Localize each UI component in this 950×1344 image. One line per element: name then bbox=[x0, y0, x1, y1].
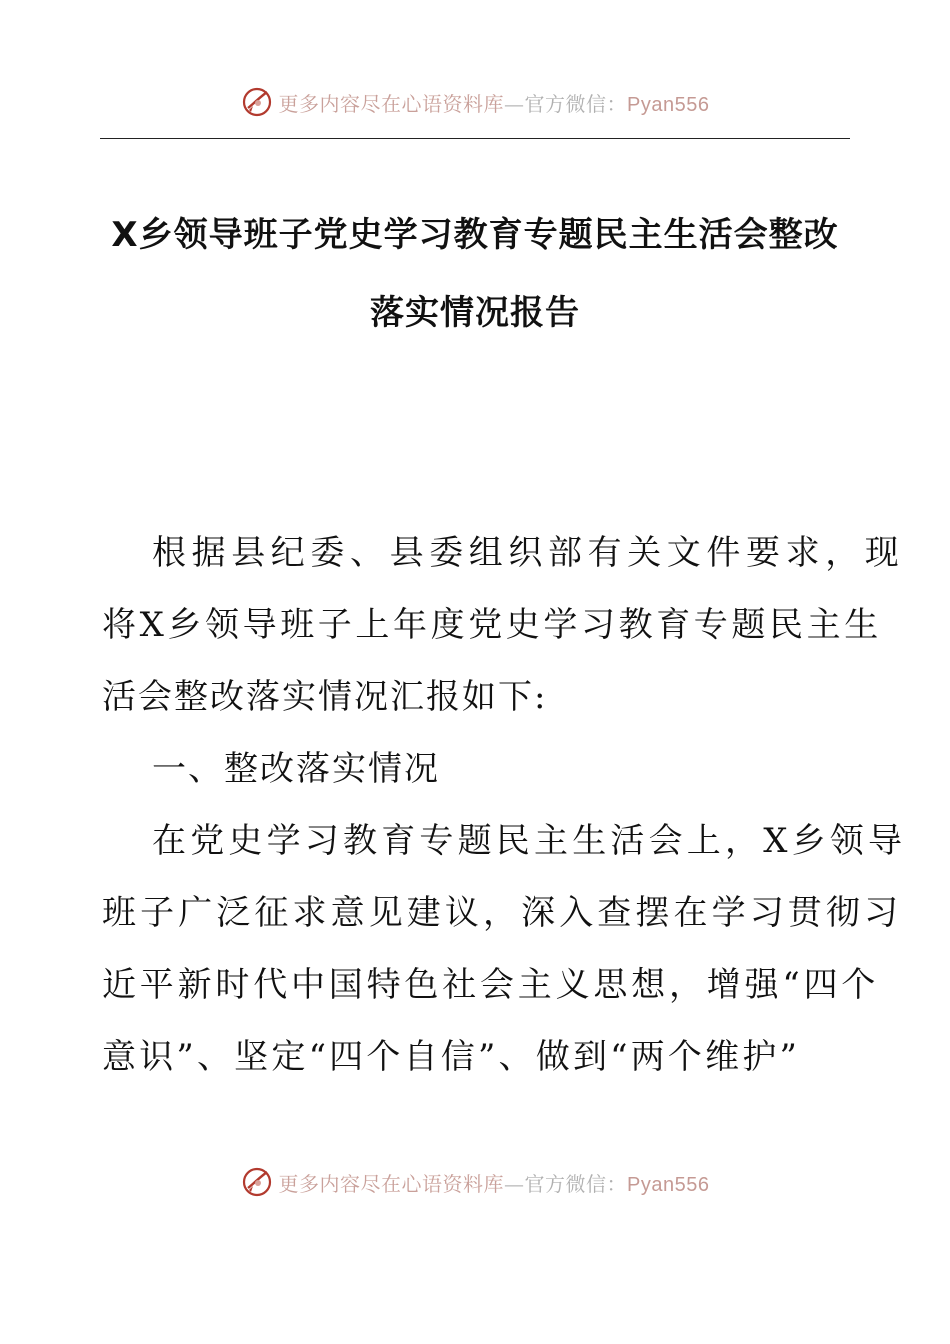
body-line: 根据县纪委、县委组织部有关文件要求，现 bbox=[152, 533, 905, 573]
body-line: 意识”、坚定“四个自信”、做到“两个维护” bbox=[102, 1037, 801, 1077]
title-line-1: X乡领导班子党史学习教育专题民主生活会整改 bbox=[111, 215, 839, 255]
document-body bbox=[102, 517, 907, 1093]
body-line: 活会整改落实情况汇报如下: bbox=[102, 677, 548, 717]
banner-text: 更多内容尽在心语资料库—官方微信：Pyan556 bbox=[278, 1171, 710, 1196]
header-watermark-banner bbox=[0, 80, 950, 124]
pen-logo-icon bbox=[241, 1166, 273, 1198]
header-divider bbox=[100, 138, 850, 139]
section-heading: 一、整改落实情况 bbox=[152, 749, 440, 789]
footer-watermark-banner bbox=[0, 1160, 950, 1204]
body-line: 近平新时代中国特色社会主义思想，增强“四个 bbox=[102, 965, 880, 1005]
pen-logo-icon bbox=[241, 86, 273, 118]
document-title bbox=[100, 196, 850, 352]
body-line: 在党史学习教育专题民主生活会上，X乡领导 bbox=[152, 821, 907, 861]
body-line: 班子广泛征求意见建议，深入查摆在学习贯彻习 bbox=[102, 893, 903, 933]
body-line: 将X乡领导班子上年度党史学习教育专题民主生 bbox=[102, 605, 882, 645]
title-line-2: 落实情况报告 bbox=[370, 293, 580, 333]
banner-text: 更多内容尽在心语资料库—官方微信：Pyan556 bbox=[278, 91, 710, 116]
